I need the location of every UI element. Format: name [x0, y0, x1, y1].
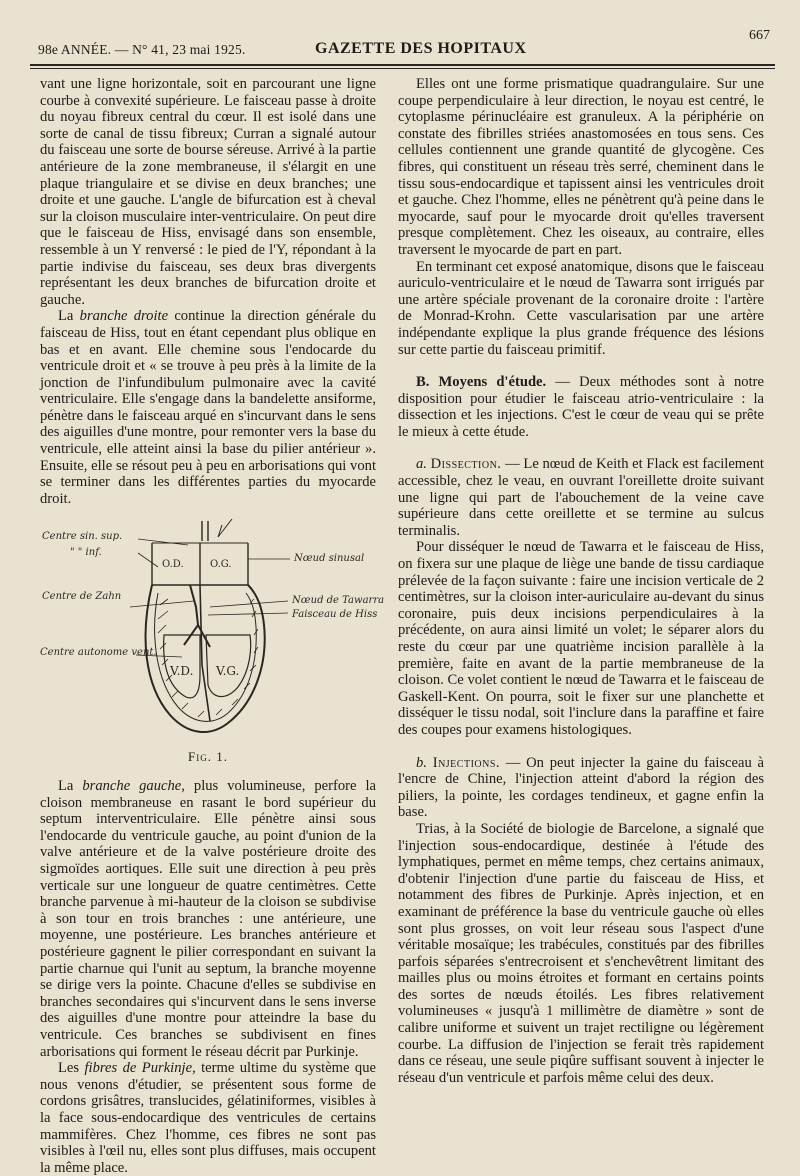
term-fibres-purkinje: fibres de Purkinje — [84, 1060, 193, 1077]
term-branche-gauche: branche gauche — [82, 778, 182, 795]
section-dissection: a. Dissection. — Le nœud de Keith et Flack est facilement accessible, chez le veau, en ouvrant l'oreillette droite suivant une ligne qui part de l'abouchement de la veine cave supérieure dans cette oreillette et se termine au sulcus terminalis. — [398, 456, 764, 539]
label-vd: V.D. — [170, 664, 194, 679]
paragraph-branche-droite: La branche droite continue la direction générale du faisceau de Hiss, tout en étant cependant plus oblique en bas et en avant. Elle chemine sous l'endocarde du ventricule droit et « se trouve à peu près à la limite de la jonction de l'infundibulum pulmonaire avec la cavité ventriculaire. Elle s'engage dans la bandelette ansiforme, pénètre dans le faisceau arqué en s'incurvant dans le sens des aiguilles d'une montre, pour remonter vers la base du ventricule, elle atteint ainsi la base du pilier antérieur ». Ensuite, elle se résout peu à peu en arborisations qui vont se terminer dans les différentes parties du myocarde droit. — [40, 308, 376, 507]
subheading-injections: Injections. — [432, 754, 501, 771]
paragraph-trias: Trias, à la Société de biologie de Barcelone, a signalé que l'injection sous-endocardique, destinée à l'étude des lymphatiques, permet en même temps, chez certains animaux, d'obtenir l'injection d'une partie du faisceau de Hiss, et notamment des fibres de Purkinje. Après injection, et en examinant de préférence la base du ventricule gauche où elles sont plus grosses, on voit leur réseau sous l'aspect d'une véritable mosaïque; les trabécules, constitués par des fibrilles parfois séparées s'entrecroisent et s'enchevêtrent limitant des mailles plus ou moins étroites et formant en certains points des sortes de nœuds étoilés. Les fibres relativement volumineuses « jusqu'à 1 millimètre de diamètre » sont de calibre uniforme et suivent un trajet rectiligne ou légèrement courbe. La diffusion de l'injection se ferait très rapidement dans ce réseau, une seule piqûre suffisant souvent à injecter le réseau d'un ventricule et parfois même celui des deux. — [398, 820, 764, 1086]
label-faisceau-hiss: Faisceau de Hiss — [292, 609, 378, 621]
heart-conduction-diagram — [40, 515, 385, 745]
label-vg: V.G. — [216, 664, 240, 679]
paragraph-forme-prismatique: Elles ont une forme prismatique quadrangulaire. Sur une coupe perpendiculaire à leur direction, le noyau est centré, le cytoplasme périnucléaire est granuleux. A la périphérie on constate des fibrilles striées anastomosées en tous sens. Ces cellules contiennent une grande quantité de glycogène. Ces fibres, qui constituent un réseau très serré, cheminent dans le tissu sous-endocardique et tapissent ainsi les ventricules droit et gauche. Chez l'homme, elles ne pénètrent qu'à peine dans le myocarde, sauf pour le myocarde droit qu'elles traversent presque complètement. Chez les oiseaux, au contraire, elles traversent le myocarde de part en part. — [398, 76, 764, 258]
header-rule-thin — [30, 68, 775, 69]
left-column — [40, 76, 385, 1176]
section-heading-moyens: B. Moyens d'étude. — [416, 374, 547, 391]
label-centre-zahn: Centre de Zahn — [42, 591, 122, 603]
label-og: O.G. — [210, 559, 232, 571]
label-centre-autonome: Centre autonome vent. — [40, 647, 157, 659]
paragraph-fibres-purkinje: Les fibres de Purkinje, terme ultime du système que nous venons d'étudier, se présentent sous forme de cordons grisâtres, translucides, gélatiniformes, visibles à la face sous-endocardique des ventricules de certains mammifères. Chez l'homme, ces fibres ne sont pas visibles à l'œil nu, elles sont plus diffuses, mais occupent la même place. — [40, 1060, 376, 1176]
figure-caption: Fig. 1. — [188, 749, 228, 765]
term-branche-droite: branche droite — [79, 308, 169, 325]
right-column — [398, 76, 764, 1086]
page-number: 667 — [749, 28, 770, 43]
label-centre-sin-sup: Centre sin. sup. — [42, 531, 123, 543]
label-od: O.D. — [162, 559, 184, 571]
paragraph-dissequer: Pour disséquer le nœud de Tawarra et le faisceau de Hiss, on fixera sur une plaque de liège une bande de tissu cardiaque prélevée de la façon suivante : faire une incision verticale de 2 centimètres, sur la cloison inter-auriculaire au-devant du sinus coronaire, puis deux incisions perpendiculaires à la précédente, on aura ainsi limité un volet; le séparer alors du reste du cœur par une quatrième incision parallèle à la première, faite en avant de la partie membraneuse de la cloison. Ce volet contient le nœud de Tawarra et le faisceau de Gaskell-Kent. On pourra, soit le fixer sur une planchette et disséquer le tissu nodal, soit l'inclure dans la paraffine et faire des coupes pour examens histologiques. — [398, 539, 764, 738]
label-noeud-tawarra: Nœud de Tawarra — [292, 595, 385, 607]
journal-title: GAZETTE DES HOPITAUX — [315, 40, 527, 57]
paragraph-branche-gauche: La branche gauche, plus volumineuse, perfore la cloison membraneuse en rasant le bord supérieur du septum interventriculaire. Elle pénètre ainsi sous l'endocarde du ventricule gauche, au point d'union de la valve antérieure et de la valve postérieure droite des sigmoïdes aortiques. Elle suit une direction à peu près verticale sur une longueur de quatre centimètres. Cette branche parvenue à mi-hauteur de la cloison se subdivise à son tour en trois branches : une antérieure, une moyenne, une postérieure. Les branches antérieure et postérieure gagnent le pilier correspondant en suivant la partie charnue qui l'unit au septum, la branche moyenne se dirige vers la pointe. Chacune d'elles se subdivise en branches secondaires qui s'incurvent dans le sens inverse des aiguilles d'une montre pour atteindre la base du ventricule. Ces branches se subdivisent en fines arborisations qui forment le réseau décrit par Purkinje. — [40, 778, 376, 1060]
paragraph-vascularisation: En terminant cet exposé anatomique, disons que le faisceau auriculo-ventriculaire et le nœud de Tawarra sont irrigués par une artère spéciale provenant de la coronaire droite : l'artère de Monrad-Krohn. Cette vascularisation par une artère indépendante explique la plus grande fréquence des lésions sur cette partie du faisceau primitif. — [398, 258, 764, 358]
label-noeud-sinusal: Nœud sinusal — [294, 553, 365, 565]
subheading-dissection: Dissection. — [430, 456, 502, 473]
section-moyens-etude: B. Moyens d'étude. — Deux méthodes sont à notre disposition pour étudier le faisceau atrio-ventriculaire : la dissection et les injections. C'est le cœur de veau qui se prête le mieux à cette étude. — [398, 374, 764, 440]
section-injections: b. Injections. — On peut injecter la gaine du faisceau à l'encre de Chine, l'injection atteint d'abord la région des piliers, la pointe, les cordages tendineux, et gagne enfin la base. — [398, 754, 764, 821]
header-rule — [30, 64, 775, 66]
page-header — [30, 28, 770, 66]
label-centre-sin-inf: " " inf. — [70, 547, 102, 559]
paragraph-continuation: vant une ligne horizontale, soit en parcourant une ligne courbe à convexité supérieure. Le faisceau passe à droite du noyau fibreux central du cœur. Il est isolé dans une sorte de canal de tissu fibreux; Curran a signalé autour du faisceau une sorte de bourse séreuse. Arrivé à la partie antérieure de la zone membraneuse, il s'élargit en une plaque triangulaire et se divise en deux branches; une droite et une gauche. L'angle de bifurcation est à cheval sur la cloison musculaire inter-ventriculaire. On peut dire que le faisceau de Hiss, envisagé dans son ensemble, ressemble à un Y renversé : le pied de l'Y, répondant à la partie indivise du faisceau, ses deux bras divergents représentant les deux branches de bifurcation droite et gauche. — [40, 76, 376, 308]
issue-info: 98e ANNÉE. — N° 41, 23 mai 1925. — [38, 42, 246, 57]
